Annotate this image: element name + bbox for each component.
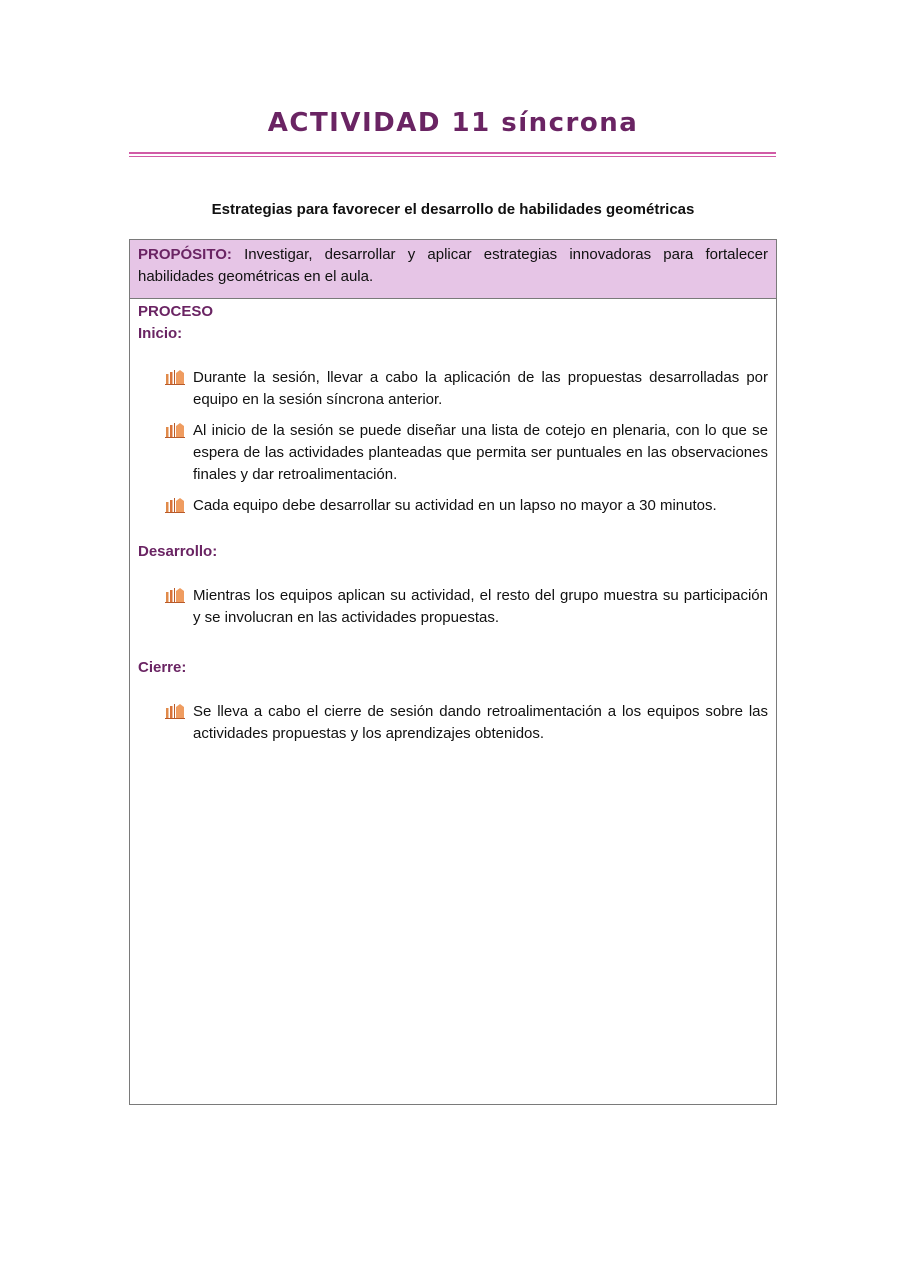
books-bullet-icon	[165, 369, 185, 385]
activity-table	[129, 239, 777, 1105]
process-cell	[130, 299, 776, 745]
books-bullet-icon	[165, 497, 185, 513]
list-item	[165, 420, 768, 486]
process-heading: PROCESO	[138, 303, 214, 320]
books-bullet-icon	[165, 703, 185, 719]
section-heading-inicio: Inicio:	[138, 325, 183, 342]
purpose-cell	[130, 240, 776, 299]
document-subtitle: Estrategias para favorecer el desarrollo de habilidades geométricas	[211, 201, 695, 218]
list-item-text: Se lleva a cabo el cierre de sesión dando retroalimentación a los equipos sobre las actividades propuestas y los aprendizajes obtenidos.	[193, 703, 768, 742]
section-heading-cierre: Cierre:	[138, 659, 187, 676]
desarrollo-list	[138, 585, 768, 629]
section-heading-desarrollo: Desarrollo:	[138, 543, 218, 560]
list-item	[165, 495, 768, 517]
cierre-list	[138, 701, 768, 745]
list-item-text: Durante la sesión, llevar a cabo la aplicación de las propuestas desarrolladas por equipo en la sesión síncrona anterior.	[193, 369, 768, 408]
list-item	[165, 585, 768, 629]
title-divider	[129, 152, 776, 157]
list-item	[165, 701, 768, 745]
books-bullet-icon	[165, 587, 185, 603]
list-item-text: Mientras los equipos aplican su actividad, el resto del grupo muestra su participación y se involucran en las actividades propuestas.	[193, 587, 768, 626]
purpose-label: PROPÓSITO:	[138, 246, 232, 263]
list-item	[165, 367, 768, 411]
purpose-text: Investigar, desarrollar y aplicar estrategias innovadoras para fortalecer habilidades geométricas en el aula.	[138, 246, 768, 285]
books-bullet-icon	[165, 422, 185, 438]
list-item-text: Al inicio de la sesión se puede diseñar una lista de cotejo en plenaria, con lo que se espera de las actividades planteadas que permita ser puntuales en las observaciones finales y dar retroalimentación.	[193, 422, 768, 483]
list-item-text: Cada equipo debe desarrollar su actividad en un lapso no mayor a 30 minutos.	[193, 497, 717, 514]
document-title: ACTIVIDAD 11 síncrona	[267, 108, 639, 138]
inicio-list	[138, 367, 768, 517]
